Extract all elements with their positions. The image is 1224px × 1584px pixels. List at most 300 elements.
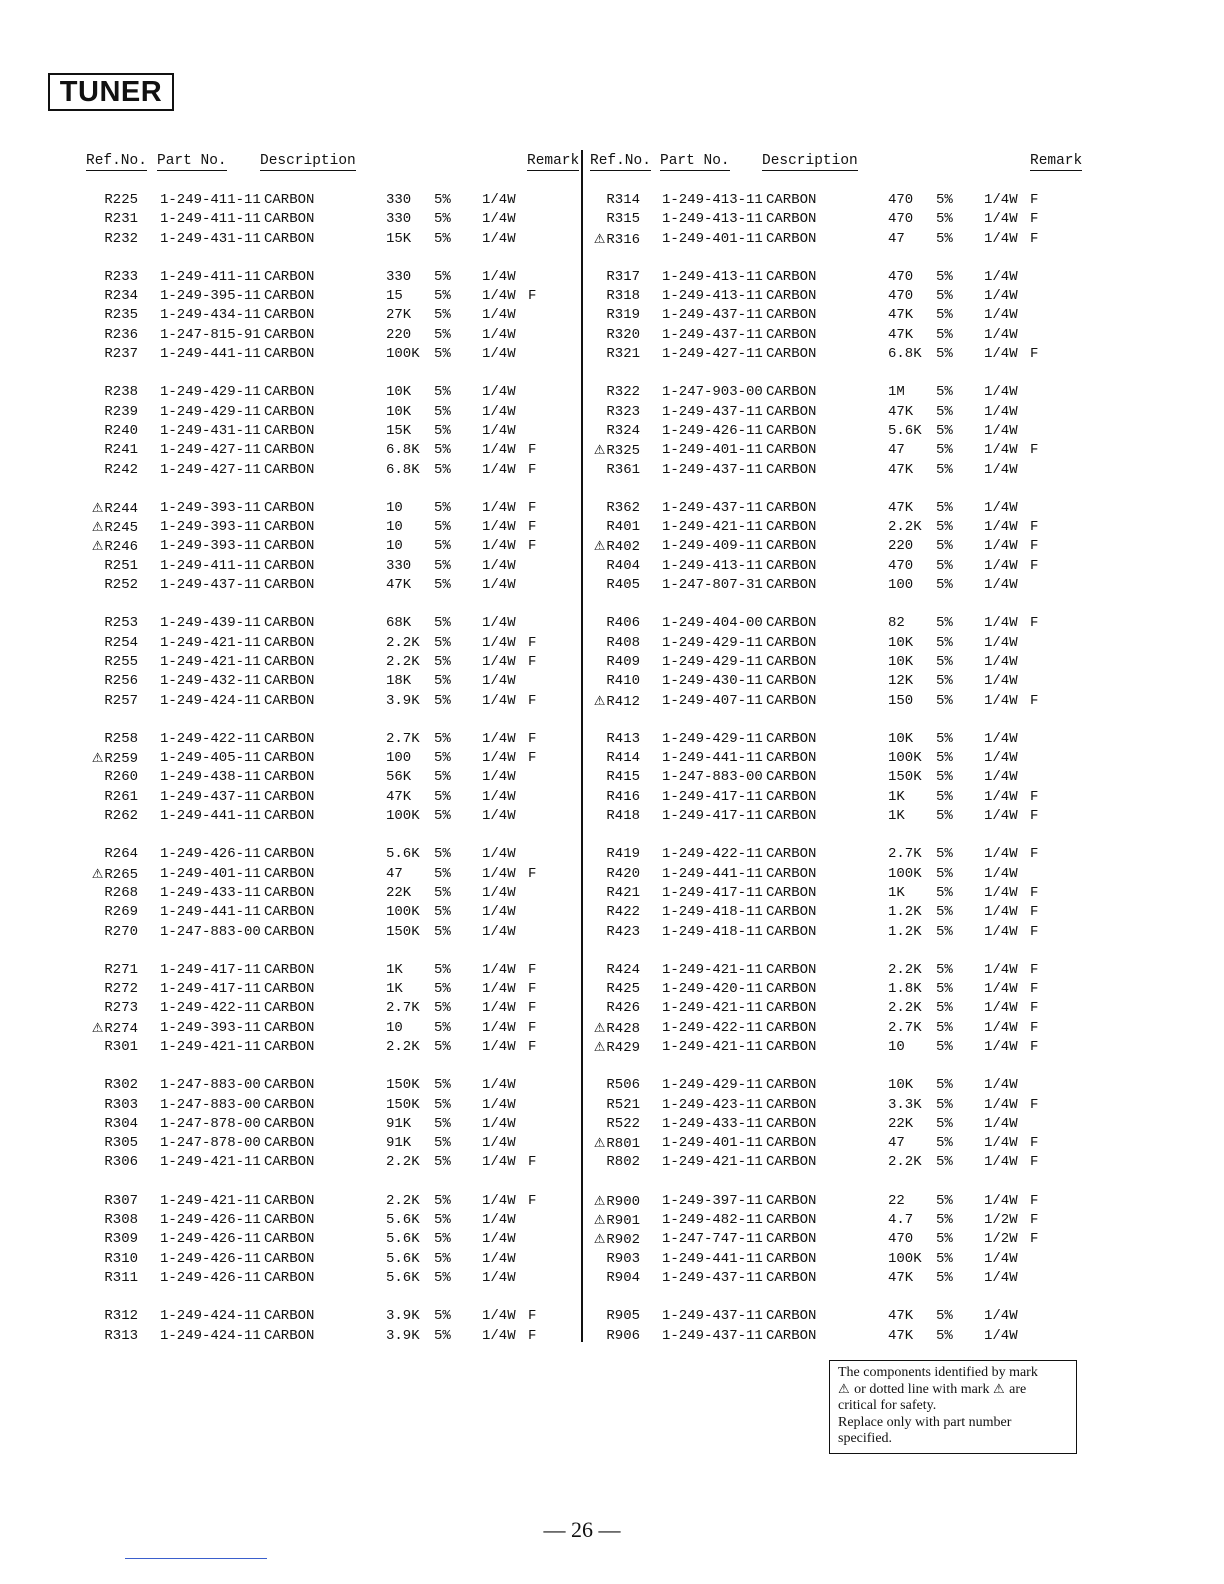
ref-no: R361	[606, 461, 640, 478]
power: 1/4W	[482, 326, 516, 343]
tolerance: 5%	[936, 1327, 953, 1344]
description: CARBON	[264, 846, 315, 863]
value: 330	[386, 192, 412, 208]
value: 470	[888, 192, 914, 208]
tolerance: 5%	[936, 577, 953, 594]
tolerance: 5%	[936, 1135, 953, 1152]
section-title: TUNER	[48, 73, 174, 111]
tolerance: 5%	[936, 1038, 953, 1055]
ref-no: R261	[104, 788, 138, 805]
tolerance: 5%	[434, 1077, 451, 1094]
table-row	[588, 1096, 1088, 1115]
power: 1/4W	[482, 1327, 516, 1344]
ref-no: R306	[104, 1154, 138, 1171]
warning-icon: ⚠	[91, 500, 104, 516]
part-no: 1-249-417-11	[662, 788, 763, 805]
ref-no: R405	[606, 577, 640, 594]
description: CARBON	[264, 442, 315, 459]
remark: F	[528, 519, 537, 536]
power: 1/4W	[482, 230, 516, 247]
value: 5.6K	[386, 1269, 420, 1286]
description: CARBON	[264, 730, 315, 747]
tolerance: 5%	[434, 442, 451, 459]
ref-no: R423	[606, 923, 640, 940]
remark: F	[528, 461, 537, 478]
description: CARBON	[766, 499, 817, 516]
part-no: 1-249-437-11	[662, 1308, 763, 1325]
warning-icon: ⚠	[593, 539, 606, 555]
table-row	[86, 403, 582, 422]
remark: F	[1030, 1000, 1039, 1017]
description: CARBON	[766, 577, 817, 594]
tolerance: 5%	[434, 1231, 451, 1248]
value: 100K	[386, 808, 420, 825]
ref-no: R233	[104, 268, 138, 285]
description: CARBON	[766, 230, 817, 247]
description: CARBON	[766, 692, 817, 709]
description: CARBON	[264, 788, 315, 805]
value: 3.9K	[386, 1327, 420, 1344]
ref-no: R362	[606, 499, 640, 516]
value: 2.2K	[386, 634, 420, 651]
part-no: 1-249-397-11	[662, 1192, 763, 1209]
tolerance: 5%	[434, 499, 451, 516]
description: CARBON	[766, 615, 817, 632]
ref-no: R302	[104, 1077, 138, 1094]
part-no: 1-249-413-11	[662, 268, 763, 285]
table-row	[588, 1307, 1088, 1326]
warning-icon: ⚠	[593, 443, 606, 459]
tolerance: 5%	[434, 884, 451, 901]
description: CARBON	[264, 1308, 315, 1325]
description: CARBON	[766, 211, 817, 228]
value: 2.2K	[386, 1192, 420, 1209]
ref-no: R234	[104, 288, 138, 305]
description: CARBON	[264, 769, 315, 786]
power: 1/4W	[984, 673, 1018, 690]
notice-line-1: The components identified by mark	[838, 1365, 1038, 1380]
table-row	[588, 1211, 1088, 1230]
table-row	[86, 441, 582, 460]
left-header	[86, 150, 582, 176]
power: 1/4W	[482, 634, 516, 651]
description: CARBON	[766, 1192, 817, 1209]
tolerance: 5%	[936, 346, 953, 363]
tolerance: 5%	[434, 1038, 451, 1055]
tolerance: 5%	[434, 634, 451, 651]
remark: F	[528, 634, 537, 651]
value: 27K	[386, 307, 412, 324]
description: CARBON	[264, 577, 315, 594]
part-no: 1-249-424-11	[160, 1308, 261, 1325]
value: 150	[888, 692, 914, 709]
tolerance: 5%	[434, 808, 451, 825]
ref-no: R903	[606, 1250, 640, 1267]
value: 10K	[386, 403, 412, 420]
description: CARBON	[264, 1019, 315, 1036]
remark: F	[1030, 519, 1039, 536]
ref-no: R308	[104, 1212, 138, 1229]
power: 1/4W	[984, 1096, 1018, 1113]
description: CARBON	[766, 326, 817, 343]
table-row	[588, 1019, 1088, 1038]
power: 1/4W	[482, 442, 516, 459]
tolerance: 5%	[434, 1308, 451, 1325]
value: 47K	[888, 403, 914, 420]
remark: F	[528, 499, 537, 516]
description: CARBON	[264, 634, 315, 651]
ref-no: R314	[606, 192, 640, 208]
table-row	[86, 537, 582, 556]
part-no: 1-249-427-11	[662, 346, 763, 363]
part-no: 1-249-441-11	[160, 904, 261, 921]
tolerance: 5%	[434, 730, 451, 747]
part-no: 1-247-883-00	[662, 769, 763, 786]
part-no: 1-249-429-11	[662, 653, 763, 670]
description: CARBON	[766, 653, 817, 670]
remark: F	[1030, 1212, 1039, 1229]
remark: F	[1030, 557, 1039, 574]
part-no: 1-249-423-11	[662, 1096, 763, 1113]
value: 22K	[386, 884, 412, 901]
description: CARBON	[766, 192, 817, 208]
power: 1/4W	[984, 846, 1018, 863]
part-no: 1-247-747-11	[662, 1231, 763, 1248]
part-no: 1-249-401-11	[160, 865, 261, 882]
table-row	[588, 1115, 1088, 1134]
power: 1/4W	[482, 288, 516, 305]
description: CARBON	[766, 442, 817, 459]
remark: F	[1030, 904, 1039, 921]
table-row	[86, 1038, 582, 1057]
table-row	[588, 1153, 1088, 1172]
description: CARBON	[264, 1250, 315, 1267]
power: 1/4W	[482, 519, 516, 536]
table-row	[588, 903, 1088, 922]
value: 470	[888, 288, 914, 305]
part-no: 1-249-393-11	[160, 1019, 261, 1036]
power: 1/4W	[984, 442, 1018, 459]
table-row	[86, 326, 582, 345]
ref-no: R238	[104, 384, 138, 401]
value: 5.6K	[386, 1231, 420, 1248]
part-no: 1-249-420-11	[662, 981, 763, 998]
table-row	[86, 1096, 582, 1115]
description: CARBON	[264, 1192, 315, 1209]
ref-no: ⚠R316	[593, 231, 640, 248]
tolerance: 5%	[936, 865, 953, 882]
part-no: 1-249-437-11	[662, 1269, 763, 1286]
description: CARBON	[264, 981, 315, 998]
table-row	[588, 999, 1088, 1018]
power: 1/4W	[984, 268, 1018, 285]
part-no: 1-249-437-11	[160, 577, 261, 594]
part-no: 1-249-429-11	[160, 384, 261, 401]
tolerance: 5%	[936, 1077, 953, 1094]
part-no: 1-249-424-11	[160, 1327, 261, 1344]
remark: F	[528, 730, 537, 747]
remark: F	[1030, 1019, 1039, 1036]
power: 1/4W	[482, 788, 516, 805]
tolerance: 5%	[434, 692, 451, 709]
power: 1/4W	[984, 615, 1018, 632]
table-row	[588, 422, 1088, 441]
table-row	[588, 537, 1088, 556]
tolerance: 5%	[936, 461, 953, 478]
table-row	[588, 768, 1088, 787]
power: 1/4W	[984, 923, 1018, 940]
part-no: 1-249-413-11	[662, 211, 763, 228]
table-row	[86, 1019, 582, 1038]
value: 12K	[888, 673, 914, 690]
part-no: 1-249-429-11	[662, 1077, 763, 1094]
remark: F	[1030, 808, 1039, 825]
power: 1/4W	[984, 769, 1018, 786]
warning-icon: ⚠	[91, 539, 104, 555]
part-no: 1-249-411-11	[160, 557, 261, 574]
table-row	[86, 268, 582, 287]
tolerance: 5%	[434, 211, 451, 228]
part-no: 1-249-422-11	[160, 730, 261, 747]
power: 1/4W	[984, 384, 1018, 401]
description: CARBON	[264, 1327, 315, 1344]
part-no: 1-249-432-11	[160, 673, 261, 690]
description: CARBON	[766, 1269, 817, 1286]
ref-no: ⚠R325	[593, 443, 640, 460]
value: 100K	[888, 865, 922, 882]
ref-no: R260	[104, 769, 138, 786]
ref-no: R420	[606, 865, 640, 882]
description: CARBON	[766, 904, 817, 921]
table-row	[588, 230, 1088, 249]
remark: F	[1030, 615, 1039, 632]
ref-no: R426	[606, 1000, 640, 1017]
tolerance: 5%	[434, 1135, 451, 1152]
tolerance: 5%	[936, 1096, 953, 1113]
right-rows	[588, 191, 1088, 1346]
description: CARBON	[766, 346, 817, 363]
part-no: 1-249-413-11	[662, 557, 763, 574]
part-no: 1-247-903-00	[662, 384, 763, 401]
value: 47K	[888, 307, 914, 324]
power: 1/4W	[984, 1019, 1018, 1036]
value: 10K	[386, 384, 412, 401]
ref-no: R258	[104, 730, 138, 747]
description: CARBON	[766, 307, 817, 324]
tolerance: 5%	[434, 788, 451, 805]
value: 56K	[386, 769, 412, 786]
power: 1/4W	[482, 1231, 516, 1248]
ref-no: R320	[606, 326, 640, 343]
tolerance: 5%	[434, 1327, 451, 1344]
tolerance: 5%	[434, 961, 451, 978]
tolerance: 5%	[434, 904, 451, 921]
value: 330	[386, 557, 412, 574]
table-row	[588, 403, 1088, 422]
description: CARBON	[766, 1154, 817, 1171]
description: CARBON	[264, 326, 315, 343]
remark: F	[528, 1192, 537, 1209]
description: CARBON	[264, 615, 315, 632]
ref-no: R225	[104, 192, 138, 208]
part-no: 1-249-411-11	[160, 211, 261, 228]
power: 1/4W	[984, 808, 1018, 825]
value: 4.7	[888, 1212, 914, 1229]
ref-no: R272	[104, 981, 138, 998]
value: 10	[888, 1038, 905, 1055]
part-no: 1-249-395-11	[160, 288, 261, 305]
power: 1/4W	[482, 692, 516, 709]
table-row	[86, 1327, 582, 1346]
part-no: 1-249-393-11	[160, 538, 261, 555]
value: 470	[888, 1231, 914, 1248]
value: 150K	[386, 923, 420, 940]
header-desc: Description	[762, 153, 858, 169]
tolerance: 5%	[936, 923, 953, 940]
table-row	[588, 653, 1088, 672]
value: 100K	[888, 750, 922, 767]
warning-icon: ⚠	[91, 866, 104, 882]
tolerance: 5%	[936, 499, 953, 516]
part-no: 1-249-441-11	[662, 865, 763, 882]
tolerance: 5%	[936, 788, 953, 805]
remark: F	[1030, 884, 1039, 901]
description: CARBON	[264, 1154, 315, 1171]
power: 1/4W	[482, 750, 516, 767]
value: 1M	[888, 384, 905, 401]
power: 1/4W	[984, 1308, 1018, 1325]
tolerance: 5%	[434, 653, 451, 670]
tolerance: 5%	[434, 288, 451, 305]
power: 1/4W	[482, 1250, 516, 1267]
remark: F	[1030, 1135, 1039, 1152]
ref-no: R304	[104, 1115, 138, 1132]
description: CARBON	[264, 192, 315, 208]
table-row	[588, 672, 1088, 691]
power: 1/4W	[984, 346, 1018, 363]
table-row	[588, 923, 1088, 942]
ref-no: R254	[104, 634, 138, 651]
part-no: 1-249-439-11	[160, 615, 261, 632]
description: CARBON	[766, 557, 817, 574]
ref-no: R418	[606, 808, 640, 825]
part-no: 1-249-401-11	[662, 442, 763, 459]
description: CARBON	[766, 884, 817, 901]
value: 1K	[888, 788, 905, 805]
table-row	[86, 1076, 582, 1095]
power: 1/4W	[482, 808, 516, 825]
table-row	[86, 1134, 582, 1153]
tolerance: 5%	[936, 1000, 953, 1017]
ref-no: R401	[606, 519, 640, 536]
ref-no: R312	[104, 1308, 138, 1325]
tolerance: 5%	[936, 1250, 953, 1267]
table-row	[86, 499, 582, 518]
value: 6.8K	[888, 346, 922, 363]
power: 1/4W	[984, 788, 1018, 805]
table-row	[86, 1230, 582, 1249]
remark: F	[1030, 442, 1039, 459]
part-no: 1-249-401-11	[662, 1135, 763, 1152]
ref-no: ⚠R274	[91, 1020, 138, 1037]
table-row	[588, 1038, 1088, 1057]
power: 1/4W	[482, 1269, 516, 1286]
power: 1/4W	[482, 1308, 516, 1325]
description: CARBON	[264, 884, 315, 901]
ref-no: R319	[606, 307, 640, 324]
description: CARBON	[264, 1077, 315, 1094]
table-row	[86, 653, 582, 672]
remark: F	[528, 1000, 537, 1017]
description: CARBON	[264, 346, 315, 363]
remark: F	[1030, 981, 1039, 998]
table-row	[86, 614, 582, 633]
ref-no: R240	[104, 422, 138, 439]
ref-no: R318	[606, 288, 640, 305]
power: 1/4W	[984, 884, 1018, 901]
table-row	[86, 672, 582, 691]
power: 1/4W	[482, 1154, 516, 1171]
notice-line-5: specified.	[838, 1431, 893, 1446]
remark: F	[528, 1327, 537, 1344]
table-row	[588, 1134, 1088, 1153]
ref-no: R425	[606, 981, 640, 998]
ref-no: ⚠R428	[593, 1020, 640, 1037]
value: 5.6K	[386, 1212, 420, 1229]
value: 2.7K	[888, 846, 922, 863]
power: 1/4W	[984, 904, 1018, 921]
value: 470	[888, 268, 914, 285]
power: 1/4W	[482, 961, 516, 978]
tolerance: 5%	[936, 981, 953, 998]
remark: F	[528, 1154, 537, 1171]
ref-no: R415	[606, 769, 640, 786]
table-row	[588, 191, 1088, 210]
description: CARBON	[766, 1038, 817, 1055]
part-no: 1-249-417-11	[160, 961, 261, 978]
part-no: 1-249-437-11	[662, 1327, 763, 1344]
part-no: 1-249-434-11	[160, 307, 261, 324]
part-no: 1-249-482-11	[662, 1212, 763, 1229]
value: 2.2K	[888, 519, 922, 536]
part-no: 1-249-431-11	[160, 422, 261, 439]
part-no: 1-249-411-11	[160, 268, 261, 285]
power: 1/4W	[482, 346, 516, 363]
ref-no: ⚠R801	[593, 1136, 640, 1153]
tolerance: 5%	[434, 346, 451, 363]
table-row	[86, 768, 582, 787]
tolerance: 5%	[434, 326, 451, 343]
power: 1/4W	[482, 384, 516, 401]
ref-no: R251	[104, 557, 138, 574]
table-row	[86, 788, 582, 807]
part-no: 1-249-426-11	[160, 1250, 261, 1267]
tolerance: 5%	[936, 653, 953, 670]
description: CARBON	[766, 538, 817, 555]
power: 1/4W	[482, 307, 516, 324]
tolerance: 5%	[936, 1212, 953, 1229]
part-no: 1-249-437-11	[662, 307, 763, 324]
table-row	[86, 980, 582, 999]
description: CARBON	[264, 211, 315, 228]
table-row	[86, 345, 582, 364]
value: 100K	[888, 1250, 922, 1267]
value: 10K	[888, 653, 914, 670]
left-column	[86, 150, 582, 1346]
part-no: 1-249-421-11	[160, 1154, 261, 1171]
part-no: 1-249-422-11	[662, 846, 763, 863]
part-no: 1-249-418-11	[662, 904, 763, 921]
